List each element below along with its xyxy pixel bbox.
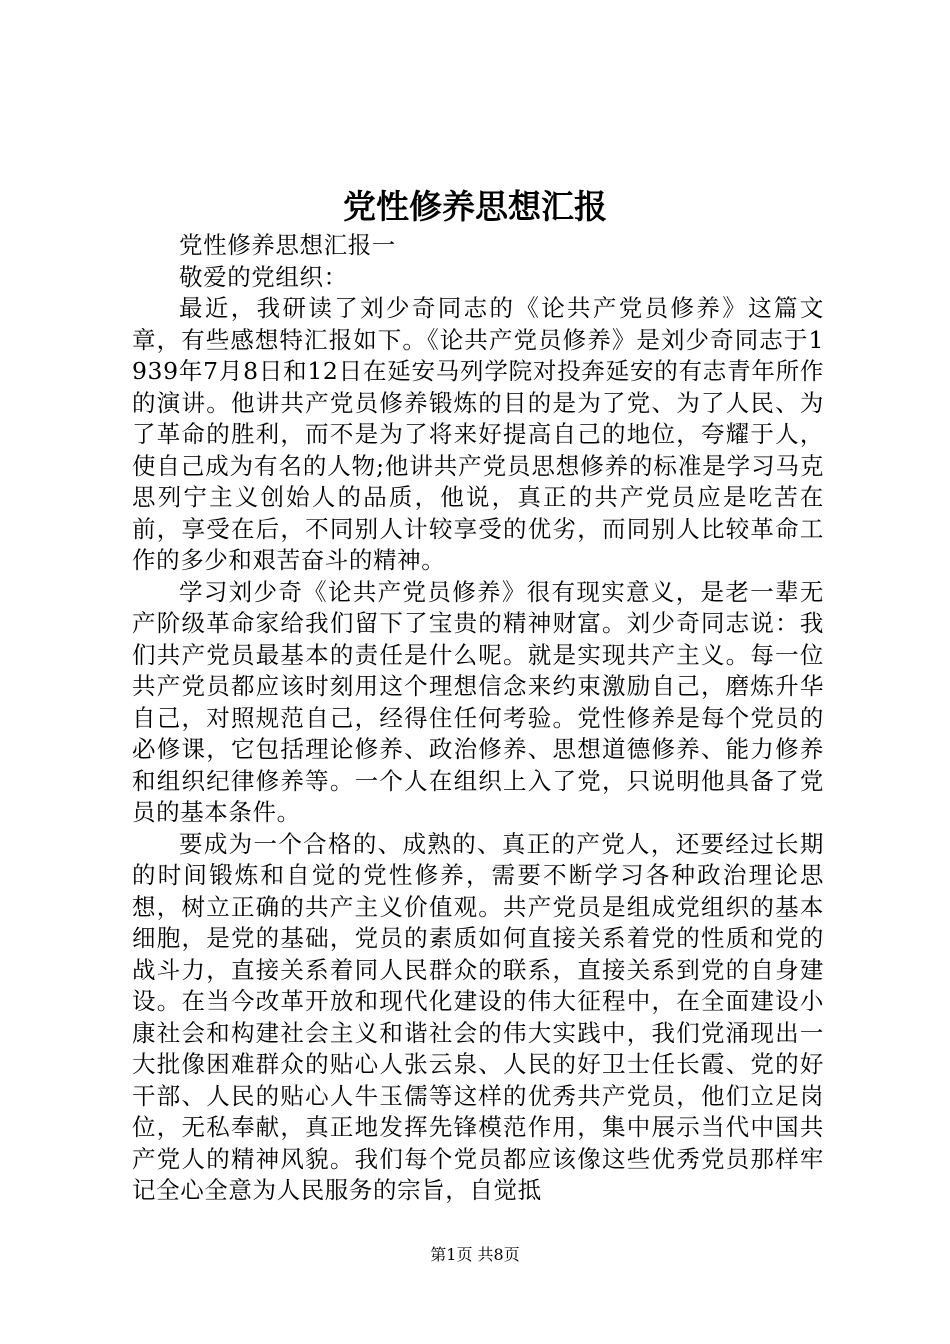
- paragraph: 要成为一个合格的、成熟的、真正的产党人，还要经过长期的时间锻炼和自觉的党性修养，需要不断学习各种政治理论思想，树立正确的共产主义价值观。共产党员是组成党组织的基本细胞，是党的基础，党员的素质如何直接关系着党的性质和党的战斗力，直接关系着同人民群众的联系，直接关系到党的自身建设。在当今改革开放和现代化建设的伟大征程中，在全面建设小康社会和构建社会主义和谐社会的伟大实践中，我们党涌现出一大批像困难群众的贴心人张云泉、人民的好卫士任长霞、党的好干部、人民的贴心人牛玉儒等这样的优秀共产党员，他们立足岗位，无私奉献，真正地发挥先锋模范作用，集中展示当代中国共产党人的精神风貌。我们每个党员都应该像这些优秀党员那样牢记全心全意为人民服务的宗旨，自觉抵: [132, 829, 824, 1204]
- paragraph: 最近，我研读了刘少奇同志的《论共产党员修养》这篇文章，有些感想特汇报如下。《论共产党员修养》是刘少奇同志于1939年7月8日和12日在延安马列学院对投奔延安的有志青年所作的演讲。他讲共产党员修养锻炼的目的是为了党、为了人民、为了革命的胜利，而不是为了将来好提高自己的地位，夸耀于人，使自己成为有名的人物;他讲共产党员思想修养的标准是学习马克思列宁主义创始人的品质，他说，真正的共产党员应是吃苦在前，享受在后，不同别人计较享受的优劣，而同别人比较革命工作的多少和艰苦奋斗的精神。: [132, 294, 824, 574]
- page-number: 第1页 共8页: [430, 1245, 520, 1264]
- paragraph: 学习刘少奇《论共产党员修养》很有现实意义，是老一辈无产阶级革命家给我们留下了宝贵的精神财富。刘少奇同志说：我们共产党员最基本的责任是什么呢。就是实现共产主义。每一位共产党员都应该时刻用这个理想信念来约束激励自己，磨炼升华自己，对照规范自己，经得住任何考验。党性修养是每个党员的必修课，它包括理论修养、政治修养、思想道德修养、能力修养和组织纪律修养等。一个人在组织上入了党，只说明他具备了党员的基本条件。: [132, 577, 824, 826]
- document-body: [132, 230, 824, 1207]
- document-title: 党性修养思想汇报: [343, 187, 607, 226]
- paragraph-heading: 党性修养思想汇报一: [179, 231, 396, 259]
- paragraph-salutation: 敬爱的党组织：: [179, 262, 348, 291]
